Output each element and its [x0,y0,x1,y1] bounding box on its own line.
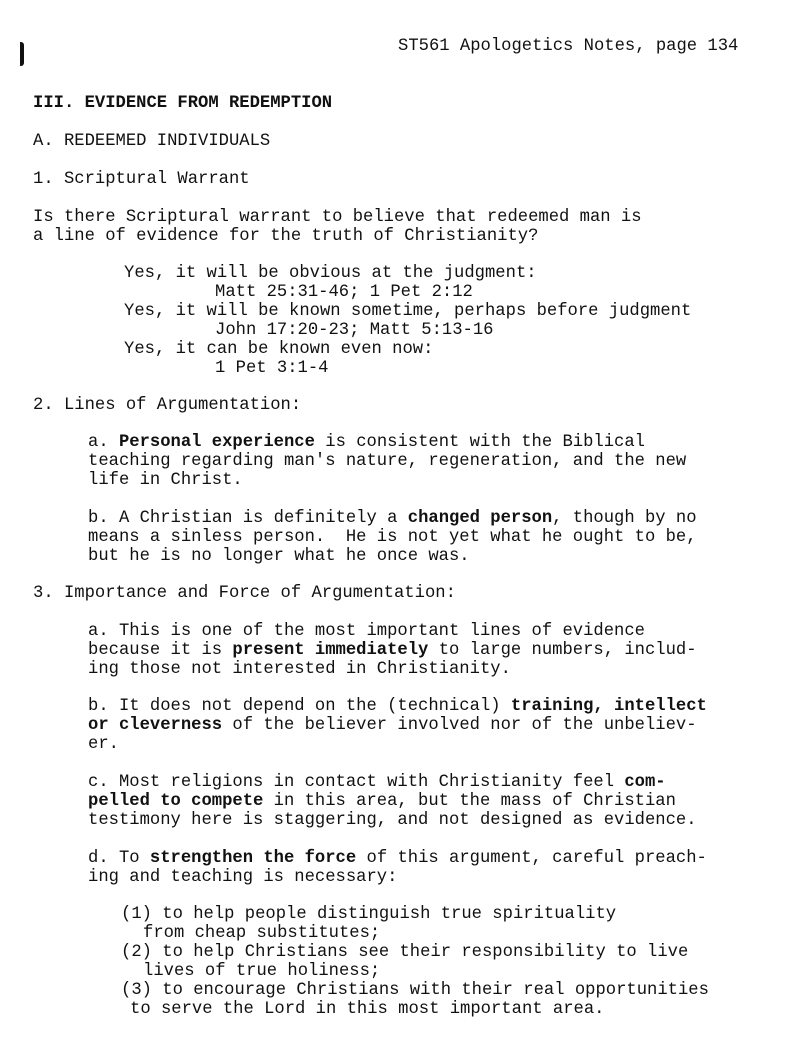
margin-bracket-mark [20,42,24,66]
emphasis: pelled to compete [88,792,264,811]
emphasis: strengthen the force [149,849,357,868]
paragraph-line: but he is no longer what he once was. [88,547,470,566]
point-1-heading: 1. Scriptural Warrant [33,170,250,189]
question-line: Is there Scriptural warrant to believe that redeemed man is [33,208,642,227]
answer-refs: John 17:20-23; Matt 5:13-16 [215,321,494,340]
answer-refs: 1 Pet 3:1-4 [215,359,329,378]
emphasis: Personal experience [118,433,315,452]
answer-line: Yes, it will be obvious at the judgment: [124,264,537,283]
paragraph-line [88,697,707,716]
paragraph-line: testimony here is staggering, and not designed as evidence. [88,811,697,830]
text-run: because it is [88,641,233,660]
text-run: of this argument, careful preach- [356,849,707,868]
paragraph-line: ing and teaching is necessary: [88,868,398,887]
paragraph-line [88,509,697,528]
text-run: to large numbers, includ- [428,641,697,660]
answer-line: Yes, it can be known even now: [124,340,434,359]
answer-refs: Matt 25:31-46; 1 Pet 2:12 [215,283,473,302]
text-run: b. A Christian is definitely a [88,509,408,528]
list-item-continuation: from cheap substitutes; [143,924,381,943]
paragraph-line: life in Christ. [88,471,243,490]
emphasis: training, intellect [510,697,707,716]
list-item-continuation: lives of true holiness; [143,962,381,981]
paragraph-line [88,792,676,811]
list-item: (3) to encourage Christians with their real opportunities [121,981,709,1000]
list-item: (1) to help people distinguish true spirituality [121,905,617,924]
text-run: in this area, but the mass of Christian [263,792,676,811]
text-run: c. Most religions in contact with Christianity feel [88,773,625,792]
text-run: a. [88,433,119,452]
emphasis: com- [624,773,666,792]
paragraph-line [88,716,697,735]
question-line: a line of evidence for the truth of Christianity? [33,227,539,246]
paragraph-line: teaching regarding man's nature, regeneration, and the new [88,452,687,471]
point-2-heading: 2. Lines of Argumentation: [33,396,302,415]
emphasis: present immediately [232,641,429,660]
paragraph-line: ing those not interested in Christianity. [88,660,511,679]
text-run: of the believer involved nor of the unbeliev- [222,716,697,735]
paragraph-line: er. [88,735,119,754]
paragraph-line: means a sinless person. He is not yet what he ought to be, [88,528,697,547]
subsection-heading: A. REDEEMED INDIVIDUALS [33,132,271,151]
paragraph-line [88,641,697,660]
text-run: , though by no [552,509,697,528]
paragraph-line [88,849,707,868]
paragraph-line: a. This is one of the most important lines of evidence [88,622,645,641]
emphasis: changed person [407,509,553,528]
text-run: b. It does not depend on the (technical) [88,697,511,716]
paragraph-line [88,773,666,792]
point-3-heading: 3. Importance and Force of Argumentation: [33,584,456,603]
text-run: d. To [88,849,150,868]
list-item-continuation: to serve the Lord in this most important area. [130,1000,605,1019]
text-run: is consistent with the Biblical [314,433,645,452]
running-header: ST561 Apologetics Notes, page 134 [398,37,739,56]
paragraph-line [88,433,645,452]
section-heading: III. EVIDENCE FROM REDEMPTION [33,94,333,113]
list-item: (2) to help Christians see their responsibility to live [121,943,689,962]
answer-line: Yes, it will be known sometime, perhaps before judgment [124,302,692,321]
emphasis: or cleverness [88,716,223,735]
